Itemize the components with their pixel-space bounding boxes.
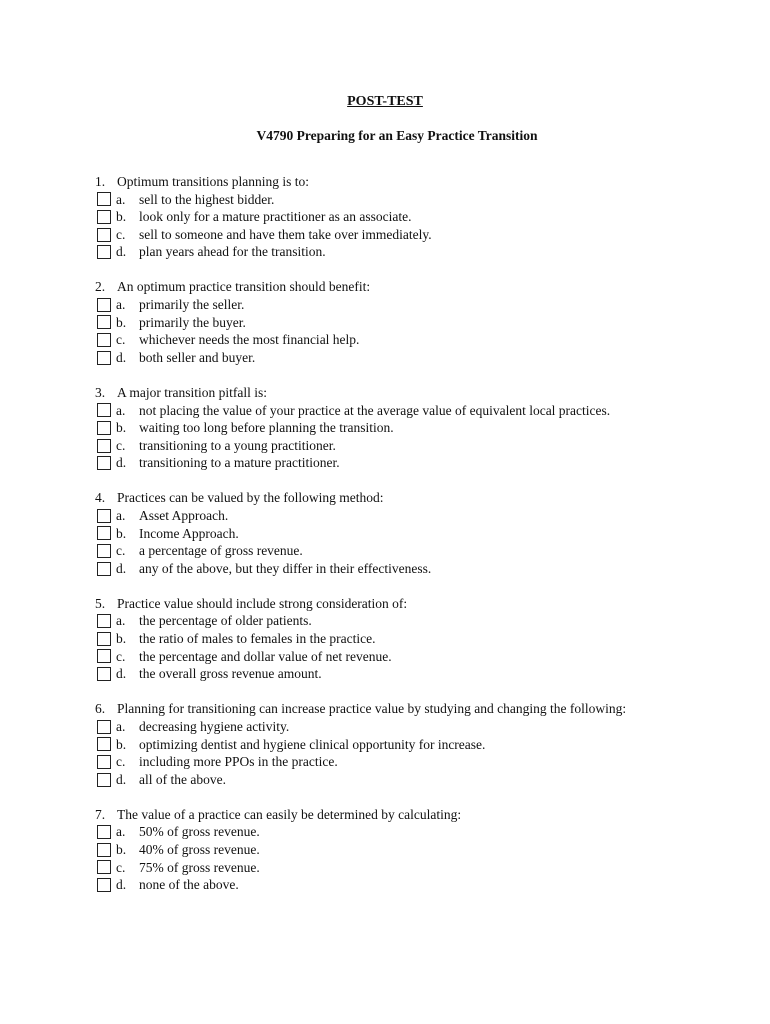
option-letter: c.	[116, 543, 126, 559]
option-text: Asset Approach.	[139, 508, 229, 523]
option-letter: a.	[116, 402, 126, 418]
option-letter: c.	[116, 332, 126, 348]
question-text	[95, 384, 755, 402]
answer-option	[95, 771, 755, 789]
answer-option	[95, 208, 755, 226]
option-text: any of the above, but they differ in their effectiveness.	[139, 560, 432, 576]
answer-checkbox[interactable]	[97, 421, 111, 435]
answer-option	[95, 402, 755, 420]
option-letter: a.	[116, 508, 126, 523]
option-text: including more PPOs in the practice.	[139, 754, 338, 770]
option-text: a percentage of gross revenue.	[139, 543, 303, 559]
option-letter: a.	[116, 824, 126, 840]
answer-checkbox[interactable]	[97, 878, 111, 892]
question-3	[95, 384, 755, 472]
answer-checkbox[interactable]	[97, 773, 111, 787]
option-text: the percentage and dollar value of net revenue.	[139, 648, 392, 664]
option-letter: d.	[116, 349, 127, 365]
option-text: sell to someone and have them take over immediately.	[139, 226, 432, 242]
option-letter: d.	[116, 666, 127, 682]
answer-checkbox[interactable]	[97, 315, 111, 329]
question-number: 6.	[95, 701, 106, 717]
question-list	[95, 173, 755, 911]
question-5	[95, 595, 755, 683]
question-prompt: Planning for transitioning can increase practice value by studying and changing the following:	[117, 701, 627, 717]
option-letter: d.	[116, 244, 127, 260]
option-text: the overall gross revenue amount.	[139, 666, 322, 682]
answer-checkbox[interactable]	[97, 333, 111, 347]
question-number: 4.	[95, 490, 106, 506]
question-prompt: The value of a practice can easily be determined by calculating:	[117, 806, 462, 822]
question-1	[95, 173, 755, 261]
option-text: 40% of gross revenue.	[139, 842, 260, 857]
option-letter: b.	[116, 842, 127, 857]
answer-option	[95, 296, 755, 314]
answer-checkbox[interactable]	[97, 544, 111, 558]
option-letter: c.	[116, 226, 126, 242]
question-7	[95, 806, 755, 894]
option-letter: b.	[116, 525, 127, 541]
option-text: waiting too long before planning the transition.	[139, 420, 394, 436]
option-letter: a.	[116, 297, 126, 313]
option-letter: b.	[116, 314, 127, 330]
answer-option	[95, 507, 755, 525]
option-text: plan years ahead for the transition.	[139, 244, 326, 260]
option-letter: d.	[116, 455, 127, 471]
option-letter: d.	[116, 877, 127, 893]
answer-option	[95, 243, 755, 261]
option-text: decreasing hygiene activity.	[139, 718, 290, 734]
answer-option	[95, 525, 755, 543]
question-number: 3.	[95, 384, 106, 400]
answer-option	[95, 753, 755, 771]
answer-checkbox[interactable]	[97, 649, 111, 663]
option-text: not placing the value of your practice at the average value of equivalent local practices.	[139, 402, 611, 418]
answer-option	[95, 560, 755, 578]
answer-checkbox[interactable]	[97, 632, 111, 646]
option-letter: b.	[116, 736, 127, 752]
answer-option	[95, 226, 755, 244]
option-letter: a.	[116, 718, 126, 734]
answer-option	[95, 454, 755, 472]
option-text: transitioning to a young practitioner.	[139, 437, 336, 453]
answer-checkbox[interactable]	[97, 667, 111, 681]
answer-checkbox[interactable]	[97, 228, 111, 242]
question-number: 1.	[95, 174, 106, 189]
answer-option	[95, 718, 755, 736]
answer-option	[95, 876, 755, 894]
question-text	[95, 595, 755, 613]
answer-checkbox[interactable]	[97, 526, 111, 540]
option-letter: d.	[116, 560, 127, 576]
question-text	[95, 278, 755, 296]
answer-checkbox[interactable]	[97, 210, 111, 224]
option-letter: a.	[116, 191, 126, 207]
answer-option	[95, 314, 755, 332]
course-subtitle: V4790 Preparing for an Easy Practice Transition	[256, 128, 538, 143]
question-prompt: Practices can be valued by the following method:	[117, 490, 384, 506]
answer-checkbox[interactable]	[97, 720, 111, 734]
option-text: 75% of gross revenue.	[139, 859, 260, 875]
option-text: both seller and buyer.	[139, 349, 256, 365]
option-text: transitioning to a mature practitioner.	[139, 455, 340, 471]
question-6	[95, 700, 755, 788]
option-letter: c.	[116, 754, 126, 770]
answer-option	[95, 823, 755, 841]
question-4	[95, 489, 755, 577]
answer-option	[95, 331, 755, 349]
answer-option	[95, 437, 755, 455]
page-title: POST-TEST	[347, 94, 423, 109]
question-text	[95, 489, 755, 507]
question-text	[95, 806, 755, 824]
question-prompt: An optimum practice transition should benefit:	[117, 279, 371, 295]
answer-checkbox[interactable]	[97, 456, 111, 470]
answer-checkbox[interactable]	[97, 860, 111, 874]
answer-option	[95, 648, 755, 666]
option-letter: d.	[116, 771, 127, 787]
option-text: Income Approach.	[139, 525, 239, 541]
answer-option	[95, 736, 755, 754]
answer-checkbox[interactable]	[97, 192, 111, 206]
answer-checkbox[interactable]	[97, 509, 111, 523]
answer-checkbox[interactable]	[97, 755, 111, 769]
option-text: the percentage of older patients.	[139, 613, 312, 629]
question-prompt: Optimum transitions planning is to:	[117, 174, 309, 189]
answer-option	[95, 630, 755, 648]
answer-checkbox[interactable]	[97, 245, 111, 259]
answer-option	[95, 191, 755, 209]
question-prompt: Practice value should include strong consideration of:	[117, 595, 408, 611]
question-number: 5.	[95, 595, 106, 611]
option-text: primarily the buyer.	[139, 314, 246, 330]
answer-checkbox[interactable]	[97, 614, 111, 628]
answer-option	[95, 859, 755, 877]
answer-checkbox[interactable]	[97, 351, 111, 365]
answer-option	[95, 349, 755, 367]
option-letter: b.	[116, 209, 127, 225]
answer-checkbox[interactable]	[97, 737, 111, 751]
option-letter: b.	[116, 420, 127, 436]
question-2	[95, 278, 755, 366]
option-letter: c.	[116, 437, 126, 453]
question-prompt: A major transition pitfall is:	[117, 384, 267, 400]
answer-option	[95, 612, 755, 630]
option-letter: c.	[116, 859, 126, 875]
question-text	[95, 700, 755, 718]
option-text: whichever needs the most financial help.	[139, 332, 360, 348]
option-text: all of the above.	[139, 771, 226, 787]
option-text: the ratio of males to females in the practice.	[139, 631, 376, 647]
option-text: 50% of gross revenue.	[139, 824, 260, 840]
option-letter: a.	[116, 613, 126, 629]
option-letter: b.	[116, 631, 127, 647]
option-letter: c.	[116, 648, 126, 664]
answer-checkbox[interactable]	[97, 403, 111, 417]
option-text: none of the above.	[139, 877, 239, 893]
question-number: 7.	[95, 806, 106, 822]
answer-checkbox[interactable]	[97, 825, 111, 839]
question-text	[95, 173, 755, 191]
option-text: optimizing dentist and hygiene clinical opportunity for increase.	[139, 736, 486, 752]
question-number: 2.	[95, 279, 106, 295]
answer-option	[95, 542, 755, 560]
answer-checkbox[interactable]	[97, 298, 111, 312]
option-text: primarily the seller.	[139, 297, 245, 313]
answer-option	[95, 419, 755, 437]
option-text: sell to the highest bidder.	[139, 191, 275, 207]
answer-checkbox[interactable]	[97, 439, 111, 453]
answer-checkbox[interactable]	[97, 562, 111, 576]
answer-checkbox[interactable]	[97, 843, 111, 857]
answer-option	[95, 665, 755, 683]
option-text: look only for a mature practitioner as an associate.	[139, 209, 412, 225]
answer-option	[95, 841, 755, 859]
